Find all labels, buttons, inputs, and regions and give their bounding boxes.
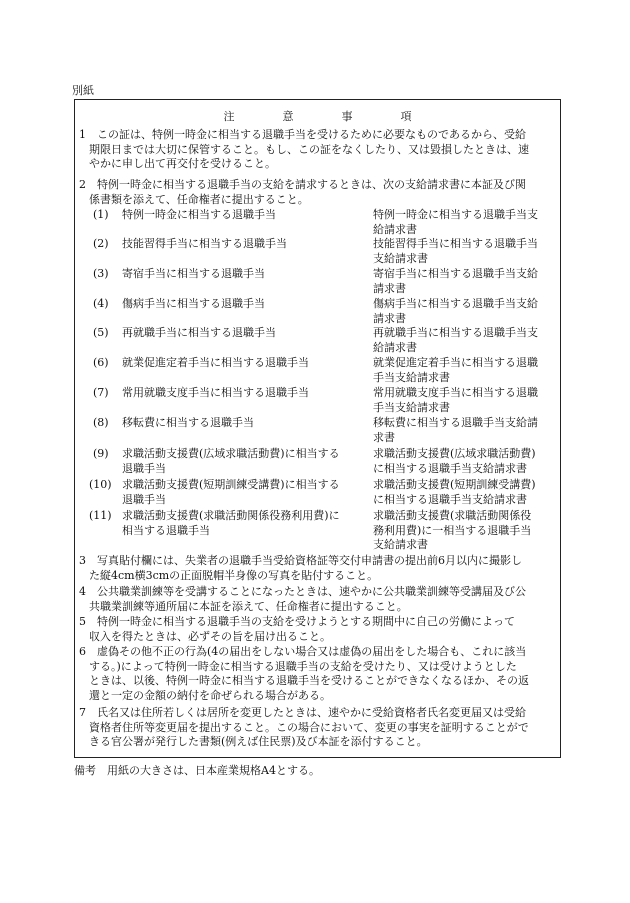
item-number: (9) <box>93 447 109 460</box>
item-benefit: 傷病手当に相当する退職手当 <box>122 297 265 310</box>
item-form: 給請求書 <box>373 222 417 236</box>
notes-title: 注意事項 <box>223 110 460 123</box>
item-form: 給請求書 <box>373 340 417 354</box>
item-form: 就業促進定着手当に相当する退職 <box>373 356 538 369</box>
note-line: 4 公共職業訓練等を受講することになったときは、速やかに公共職業訓練等受講届及び公 <box>79 585 526 598</box>
note-4 <box>75 585 545 614</box>
item-number: (2) <box>93 237 109 250</box>
note-7 <box>75 706 545 750</box>
item-form: 求職活動支援費(短期訓練受講費) <box>373 478 536 491</box>
item-form: 特例一時金に相当する退職手当支 <box>373 208 538 221</box>
item-benefit: 寄宿手当に相当する退職手当 <box>122 267 265 280</box>
item-number: (8) <box>93 416 109 429</box>
item-benefit: 相当する退職手当 <box>122 523 210 537</box>
note-line: 期限日までは大切に保管すること。もし、この証をなくしたり、又は毀損したときは、速 <box>89 142 529 156</box>
note-line: 資格者住所等変更届を提出すること。この場合において、変更の事実を証明することがで <box>89 720 529 734</box>
item-form: 求職活動支援費(広域求職活動費) <box>373 447 536 460</box>
note-line: 係書類を添えて、任命権者に提出すること。 <box>89 192 309 206</box>
item-benefit: 特例一時金に相当する退職手当 <box>122 208 276 221</box>
item-form: 常用就職支度手当に相当する退職 <box>373 386 538 399</box>
item-form: 手当支給請求書 <box>373 370 450 384</box>
page-label: 別紙 <box>72 84 94 97</box>
item-benefit: 退職手当 <box>122 461 166 475</box>
item-number: (4) <box>93 297 109 310</box>
item-benefit: 移転費に相当する退職手当 <box>122 416 254 429</box>
item-form: 支給請求書 <box>373 251 428 265</box>
item-form: 寄宿手当に相当する退職手当支給 <box>373 267 538 280</box>
item-benefit: 常用就職支度手当に相当する退職手当 <box>122 386 309 399</box>
note-5 <box>75 615 545 644</box>
item-form: 請求書 <box>373 281 406 295</box>
note-line: 共職業訓練等通所届に本証を添えて、任命権者に提出すること。 <box>89 599 408 613</box>
item-form: に相当する退職手当支給請求書 <box>373 461 527 475</box>
note-line: 1 この証は、特例一時金に相当する退職手当を受けるために必要なものであるから、受給 <box>79 128 526 141</box>
item-number: (7) <box>93 386 109 399</box>
note-line: 5 特例一時金に相当する退職手当の支給を受けようとする期間中に自己の労働によって <box>79 615 515 628</box>
note-line: 還と一定の金額の納付を命ぜられる場合がある。 <box>89 688 331 702</box>
item-number: (1) <box>93 208 109 221</box>
item-benefit: 技能習得手当に相当する退職手当 <box>122 237 287 250</box>
item-form: 務利用費)に一相当する退職手当 <box>373 523 532 537</box>
item-number: (11) <box>89 509 112 522</box>
note-line: 3 写真貼付欄には、失業者の退職手当受給資格証等交付申請書の提出前6月以内に撮影し <box>79 554 522 567</box>
item-benefit: 就業促進定着手当に相当する退職手当 <box>122 356 309 369</box>
note-6 <box>75 645 545 703</box>
item-form: 移転費に相当する退職手当支給請 <box>373 416 538 429</box>
note-line: 収入を得たときは、必ずその旨を届け出ること。 <box>89 629 331 643</box>
item-number: (10) <box>89 478 112 491</box>
item-form: 支給請求書 <box>373 538 428 552</box>
note-line: た縦4cm横3cmの正面脱帽半身像の写真を貼付すること。 <box>89 568 379 582</box>
item-benefit: 求職活動支援費(短期訓練受講費)に相当する <box>122 478 340 491</box>
notes-frame <box>74 99 561 758</box>
footnote: 備考 用紙の大きさは、日本産業規格A4とする。 <box>74 764 320 777</box>
item-benefit: 退職手当 <box>122 492 166 506</box>
note-line: 7 氏名又は住所若しくは居所を変更したときは、速やかに受給資格者氏名変更届又は受給 <box>79 706 526 719</box>
note-2 <box>75 178 545 207</box>
note-line: やかに申し出て再交付を受けること。 <box>89 157 276 171</box>
item-number: (6) <box>93 356 109 369</box>
item-benefit: 求職活動支援費(広域求職活動費)に相当する <box>122 447 340 460</box>
note-line: 6 虚偽その他不正の行為(4の届出をしない場合又は虚偽の届出をした場合も、これに該当 <box>79 645 527 658</box>
item-form: 傷病手当に相当する退職手当支給 <box>373 297 538 310</box>
note-line: きる官公署が発行した書類(例えば住民票)及び本証を添付すること。 <box>89 735 428 749</box>
item-form: 再就職手当に相当する退職手当支 <box>373 326 538 339</box>
item-form: 求書 <box>373 430 395 444</box>
item-form: 求職活動支援費(求職活動関係役 <box>373 509 532 522</box>
item-benefit: 再就職手当に相当する退職手当 <box>122 326 276 339</box>
item-form: に相当する退職手当支給請求書 <box>373 492 527 506</box>
note-1 <box>75 128 545 172</box>
item-benefit: 求職活動支援費(求職活動関係役務利用費)に <box>122 509 340 522</box>
item-form: 手当支給請求書 <box>373 400 450 414</box>
item-number: (3) <box>93 267 109 280</box>
item-form: 請求書 <box>373 311 406 325</box>
note-line: する。)によって特例一時金に相当する退職手当の支給を受けたり、又は受けようとした <box>89 659 517 673</box>
note-line: ときは、以後、特例一時金に相当する退職手当を受けることができなくなるほか、その返 <box>89 674 529 688</box>
item-form: 技能習得手当に相当する退職手当 <box>373 237 538 250</box>
note-3 <box>75 554 545 583</box>
note-line: 2 特例一時金に相当する退職手当の支給を請求するときは、次の支給請求書に本証及び関 <box>79 178 526 191</box>
item-number: (5) <box>93 326 109 339</box>
